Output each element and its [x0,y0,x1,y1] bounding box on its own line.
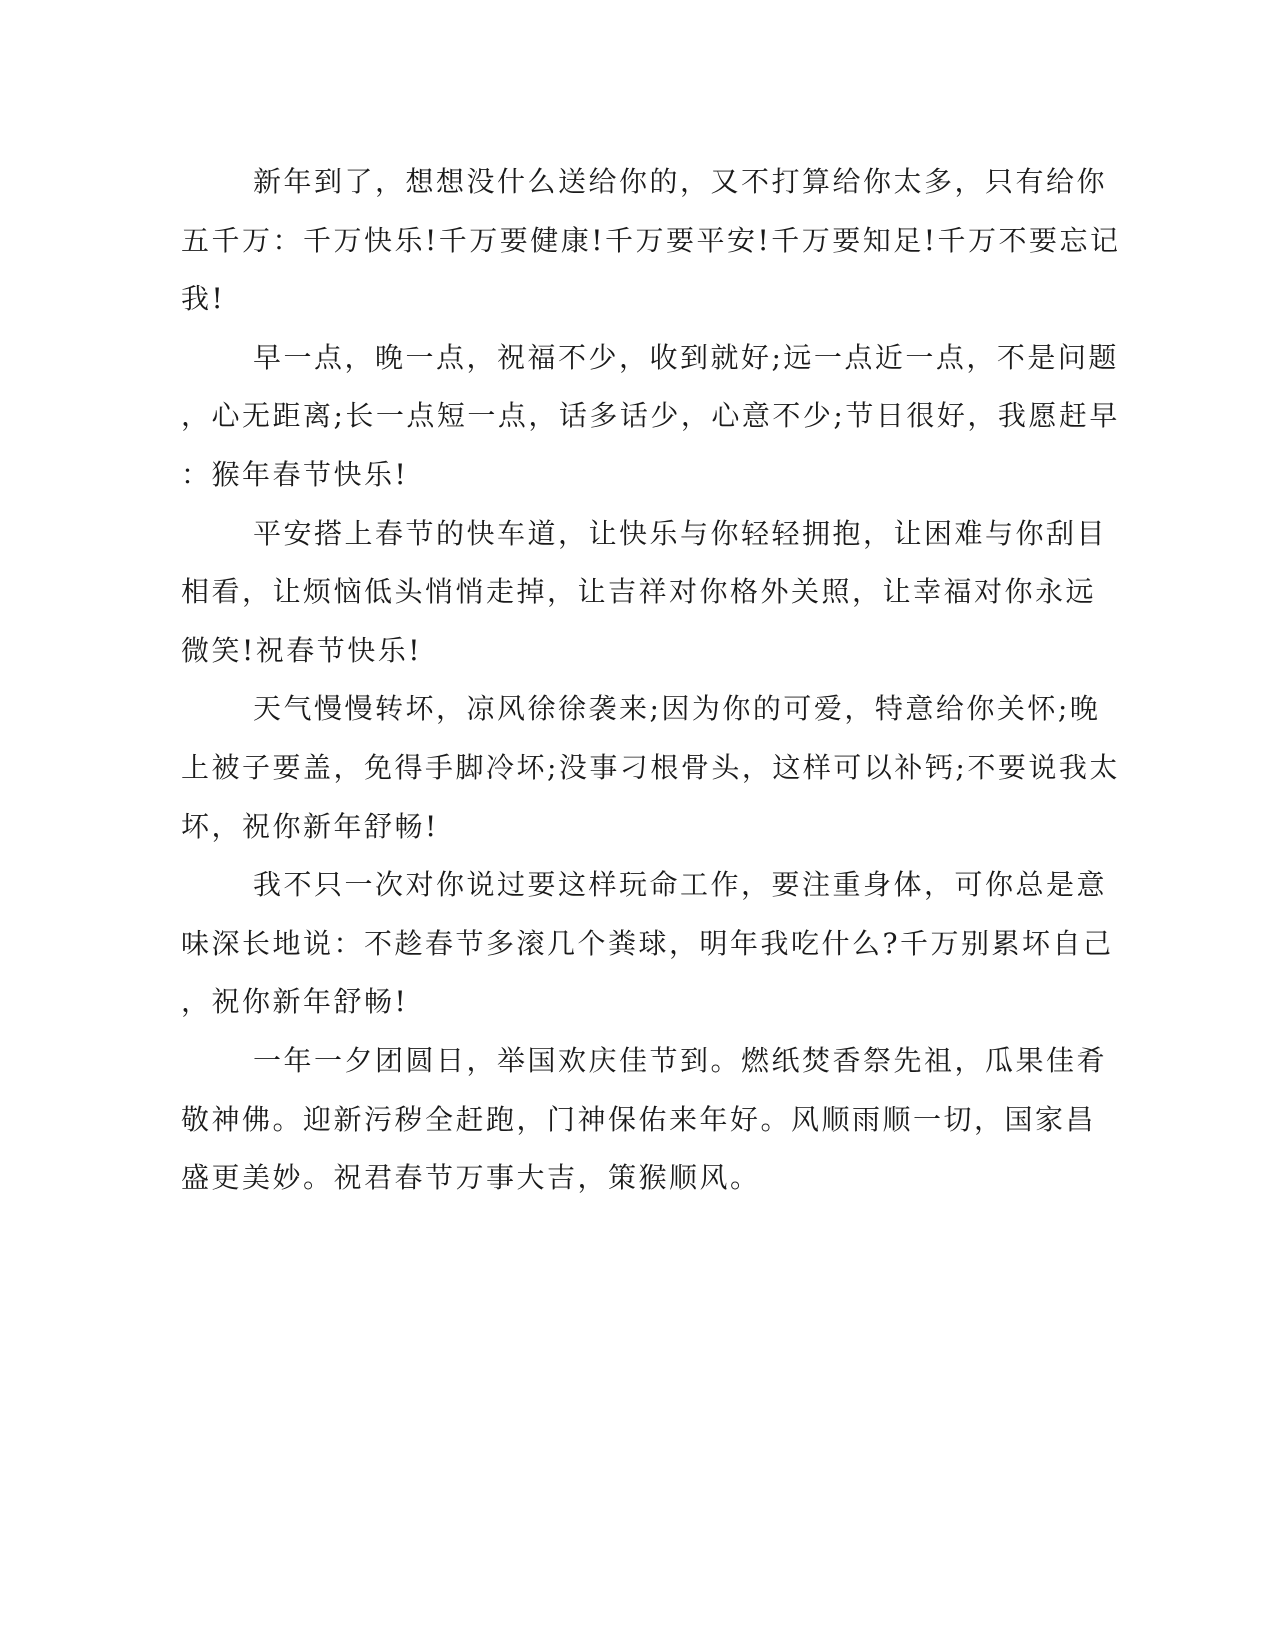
paragraph [181,329,1120,505]
paragraph-line: ：猴年春节快乐! [181,457,409,491]
document-body [181,153,1121,1208]
paragraph-line: 新年到了，想想没什么送给你的，又不打算给你太多，只有给你 [253,165,1108,198]
paragraph [181,856,1114,1032]
paragraph-line: 我不只一次对你说过要这样玩命工作，要注重身体，可你总是意 [253,868,1108,902]
paragraph-line: 五千万：千万快乐!千万要健康!千万要平安!千万要知足!千万不要忘记 [181,223,1121,257]
paragraph-line: 我! [181,282,226,316]
paragraph-line: 味深长地说：不趁春节多滚几个粪球，明年我吃什么?千万别累坏自己 [181,926,1114,960]
paragraph-line: 早一点，晚一点，祝福不少，收到就好;远一点近一点，不是问题 [253,340,1119,374]
paragraph-line: 上被子要盖，免得手脚冷坏;没事刁根骨头，这样可以补钙;不要说我太 [181,750,1120,784]
paragraph-line: ，心无距离;长一点短一点，话多话少，心意不少;节日很好，我愿赶早 [181,399,1120,433]
paragraph [181,680,1120,856]
paragraph-line: 相看，让烦恼低头悄悄走掉，让吉祥对你格外关照，让幸福对你永远 [181,575,1097,609]
paragraph-line: 坏，祝你新年舒畅! [181,809,439,843]
paragraph [181,153,1121,329]
paragraph-line: ，祝你新年舒畅! [181,985,409,1019]
paragraph-line: 盛更美妙。祝君春节万事大吉，策猴顺风。 [181,1161,761,1195]
paragraph-line: 敬神佛。迎新污秽全赶跑，门神保佑来年好。风顺雨顺一切，国家昌 [181,1102,1097,1136]
paragraph [181,1032,1108,1208]
paragraph-line: 平安搭上春节的快车道，让快乐与你轻轻拥抱，让困难与你刮目 [253,516,1108,550]
paragraph [181,505,1108,681]
paragraph-line: 微笑!祝春节快乐! [181,633,423,667]
paragraph-line: 一年一夕团圆日，举国欢庆佳节到。燃纸焚香祭先祖，瓜果佳肴 [253,1043,1108,1077]
paragraph-line: 天气慢慢转坏，凉风徐徐袭来;因为你的可爱，特意给你关怀;晚 [253,692,1101,726]
